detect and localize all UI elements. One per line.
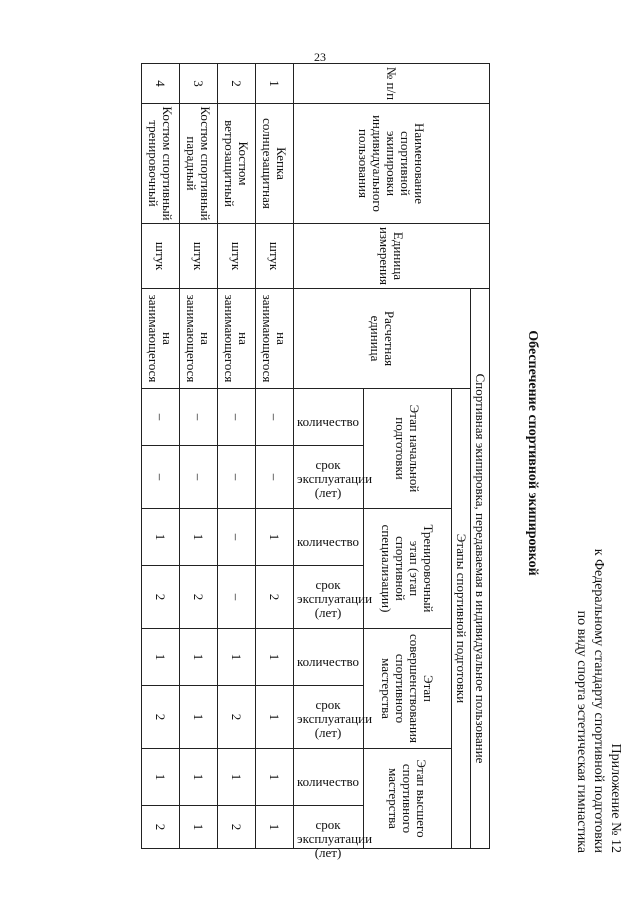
- term-header-label: срок эксплуатации (лет): [297, 696, 373, 740]
- row-unit: штук: [180, 223, 218, 288]
- quantity-header-label: количество: [297, 533, 360, 549]
- term-cell: –: [180, 445, 218, 508]
- term-cell: –: [218, 565, 256, 628]
- row-unit: штук: [256, 223, 294, 288]
- table-row: [142, 63, 180, 848]
- quantity-cell: 1: [180, 748, 218, 805]
- quantity-header: [294, 508, 364, 565]
- appendix-line-3: по виду спорта эстетическая гимнастика: [574, 610, 589, 853]
- quantity-cell: –: [142, 388, 180, 445]
- term-cell: 2: [142, 685, 180, 748]
- quantity-cell: –: [180, 388, 218, 445]
- quantity-header-label: количество: [297, 773, 360, 789]
- header-name: Наименование спортивной экипировки индивидуального пользования: [294, 103, 490, 223]
- term-header: [294, 805, 373, 860]
- term-header: [294, 565, 373, 628]
- header-stages: Этапы спортивной подготовки: [452, 388, 471, 848]
- term-cell: 2: [180, 565, 218, 628]
- appendix-header: [573, 548, 624, 852]
- row-calc-unit: на занимающегося: [142, 288, 180, 388]
- table-row: [218, 63, 256, 848]
- rotated-page: [20, 13, 623, 893]
- term-header-label: срок эксплуатации (лет): [297, 816, 373, 860]
- term-header: [294, 445, 373, 508]
- quantity-cell: 1: [256, 628, 294, 685]
- term-cell: –: [142, 445, 180, 508]
- row-number: 4: [142, 63, 180, 103]
- quantity-header-label: количество: [297, 653, 360, 669]
- term-cell: 2: [218, 685, 256, 748]
- term-cell: 1: [256, 805, 294, 848]
- term-cell: 1: [180, 685, 218, 748]
- appendix-line-2: к Федеральному стандарту спортивной подготовки: [591, 548, 606, 853]
- equipment-table: [141, 63, 490, 860]
- term-cell: 2: [142, 805, 180, 848]
- quantity-cell: –: [256, 388, 294, 445]
- stage-header: Этап высшего спортивного мастерства: [364, 748, 452, 848]
- stage-header: Этап начальной подготовки: [364, 388, 452, 508]
- term-cell: 1: [180, 805, 218, 848]
- appendix-line-1: Приложение № 12: [608, 743, 623, 853]
- header-unit: Единица измерения: [294, 223, 490, 288]
- row-unit: штук: [218, 223, 256, 288]
- row-name: Костюм спортивный парадный: [180, 103, 218, 223]
- header-calc: Расчетная единица: [294, 288, 471, 388]
- stage-header: Тренировочный этап (этап спортивной специализации): [364, 508, 452, 628]
- table-row: [256, 63, 294, 848]
- table-row: [180, 63, 218, 848]
- row-calc-unit: на занимающегося: [256, 288, 294, 388]
- quantity-cell: 1: [218, 748, 256, 805]
- row-calc-unit: на занимающегося: [180, 288, 218, 388]
- quantity-header: [294, 748, 364, 805]
- quantity-cell: –: [218, 508, 256, 565]
- quantity-cell: –: [218, 388, 256, 445]
- term-cell: 2: [218, 805, 256, 848]
- term-header-label: срок эксплуатации (лет): [297, 576, 373, 620]
- quantity-cell: 1: [180, 628, 218, 685]
- document-title: Обеспечение спортивной экипировкой: [525, 329, 540, 576]
- row-number: 1: [256, 63, 294, 103]
- header-main: Спортивная экипировка, передаваемая в индивидуальное пользование: [471, 288, 490, 848]
- row-name: Кепка солнцезащитная: [256, 103, 294, 223]
- term-cell: 1: [256, 685, 294, 748]
- term-cell: –: [256, 445, 294, 508]
- quantity-cell: 1: [256, 508, 294, 565]
- quantity-header: [294, 628, 364, 685]
- term-cell: 2: [256, 565, 294, 628]
- row-number: 2: [218, 63, 256, 103]
- quantity-header-label: количество: [297, 413, 360, 429]
- term-cell: –: [218, 445, 256, 508]
- quantity-cell: 1: [142, 748, 180, 805]
- row-calc-unit: на занимающегося: [218, 288, 256, 388]
- page-number: 23: [314, 50, 326, 64]
- header-no: № п/п: [294, 63, 490, 103]
- term-cell: 2: [142, 565, 180, 628]
- term-header-label: срок эксплуатации (лет): [297, 456, 373, 500]
- row-name: Костюм ветрозащитный: [218, 103, 256, 223]
- quantity-cell: 1: [142, 628, 180, 685]
- quantity-cell: 1: [142, 508, 180, 565]
- quantity-cell: 1: [180, 508, 218, 565]
- stage-header: Этап совершенствования спортивного мастерства: [364, 628, 452, 748]
- row-number: 3: [180, 63, 218, 103]
- quantity-header: [294, 388, 364, 445]
- quantity-cell: 1: [256, 748, 294, 805]
- term-header: [294, 685, 373, 748]
- row-unit: штук: [142, 223, 180, 288]
- row-name: Костюм спортивный тренировочный: [142, 103, 180, 223]
- quantity-cell: 1: [218, 628, 256, 685]
